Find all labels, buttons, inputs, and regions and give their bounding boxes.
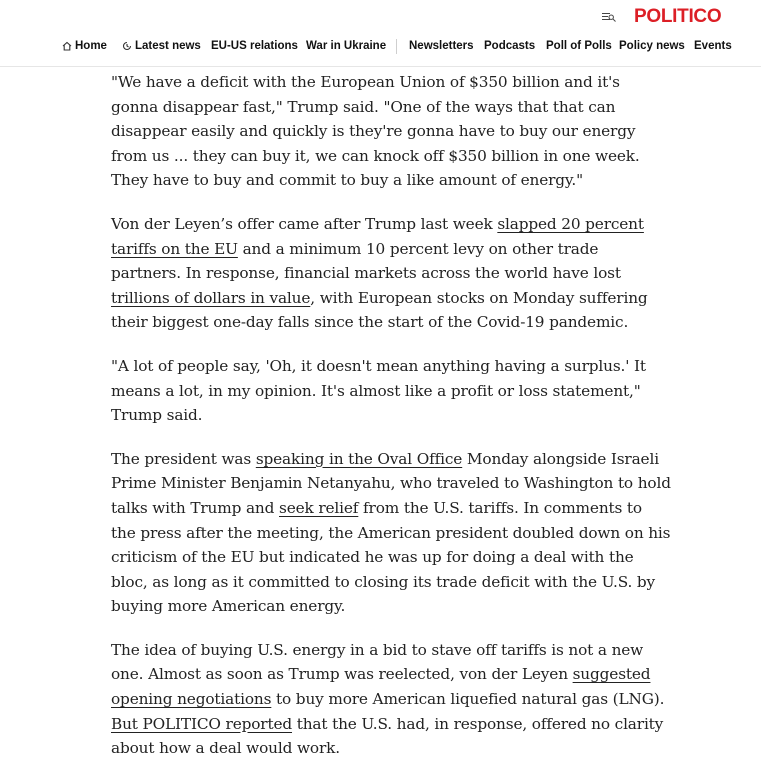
main-navigation (0, 28, 761, 67)
article-paragraph: "We have a deficit with the European Union of $350 billion and it's gonna disappear fast," Trump said. "One of the ways that that can disappear easily and quickly is they're gonna have to buy our energy from us ... they can buy it, we can knock off $350 billion in one week. They have to buy and commit to buy a like amount of energy." (111, 73, 640, 190)
home-icon (62, 41, 72, 51)
brand-logo[interactable]: POLITICO (634, 6, 722, 27)
nav-label: Podcasts (484, 40, 536, 52)
nav-item-newsletters[interactable] (409, 40, 474, 52)
nav-item-latest-news[interactable] (122, 40, 201, 52)
text-run: The idea of buying U.S. energy in a bid to stave off tariffs is not a new one. Almost as soon as Trump was reelected, von der Leyen (111, 640, 644, 684)
text-run: from the U.S. tariffs. In comments to the press after the meeting, the American president doubled down on his criticism of the EU but indicated he was up for doing a deal with the bloc, as long as it committed to closing its trade deficit with the U.S. by buying more American energy. (111, 498, 671, 616)
nav-label: Poll of Polls (546, 40, 612, 52)
article-paragraph (111, 447, 671, 619)
nav-item-eu-us-relations[interactable] (211, 40, 298, 52)
market-losses-link[interactable]: trillions of dollars in value (111, 288, 311, 307)
oval-office-link[interactable]: speaking in the Oval Office (255, 449, 463, 468)
nav-item-home[interactable] (62, 40, 107, 52)
negotiations-link[interactable]: suggested opening negotiations (111, 665, 651, 709)
politico-reported-link[interactable]: But POLITICO reported (111, 714, 293, 733)
seek-relief-link[interactable]: seek relief (279, 498, 359, 517)
top-bar (588, 6, 761, 28)
nav-label: Newsletters (409, 40, 474, 52)
nav-label: EU-US relations (211, 40, 298, 52)
nav-item-war-in-ukraine[interactable] (306, 40, 386, 52)
tariffs-link[interactable]: slapped 20 percent tariffs on the EU (111, 214, 644, 258)
article-paragraph: "A lot of people say, 'Oh, it doesn't mean anything having a surplus.' It means a lot, in my opinion. It's almost like a profit or loss statement," Trump said. (111, 356, 646, 425)
text-run: Von der Leyen’s offer came after Trump last week (111, 214, 498, 233)
nav-label: Latest news (135, 40, 201, 52)
search-menu-icon[interactable] (602, 12, 616, 22)
clock-icon (122, 41, 132, 51)
nav-divider (396, 39, 397, 54)
nav-label: War in Ukraine (306, 40, 387, 52)
text-run: to buy more American liquefied natural gas (LNG). (271, 690, 665, 709)
text-run: , with European stocks on Monday suffering their biggest one-day falls since the start of the Covid-19 pandemic. (111, 288, 648, 332)
nav-label: Events (694, 40, 732, 52)
nav-item-poll-of-polls[interactable] (546, 40, 612, 52)
text-run: The president was (111, 449, 256, 468)
text-run: Monday alongside Israeli Prime Minister Benjamin Netanyahu, who traveled to Washington to hold talks with Trump and (111, 449, 671, 517)
article-paragraph (111, 212, 671, 335)
nav-label: Policy news (619, 40, 685, 52)
nav-item-policy-news[interactable] (619, 40, 685, 52)
article-paragraph (111, 638, 671, 761)
nav-item-events[interactable] (694, 40, 732, 52)
text-run: that the U.S. had, in response, offered no clarity about how a deal would work. (111, 714, 664, 758)
nav-label: Home (75, 40, 107, 52)
article-body (111, 70, 671, 780)
text-run: and a minimum 10 percent levy on other trade partners. In response, financial markets across the world have lost (111, 239, 621, 283)
nav-item-podcasts[interactable] (484, 40, 535, 52)
